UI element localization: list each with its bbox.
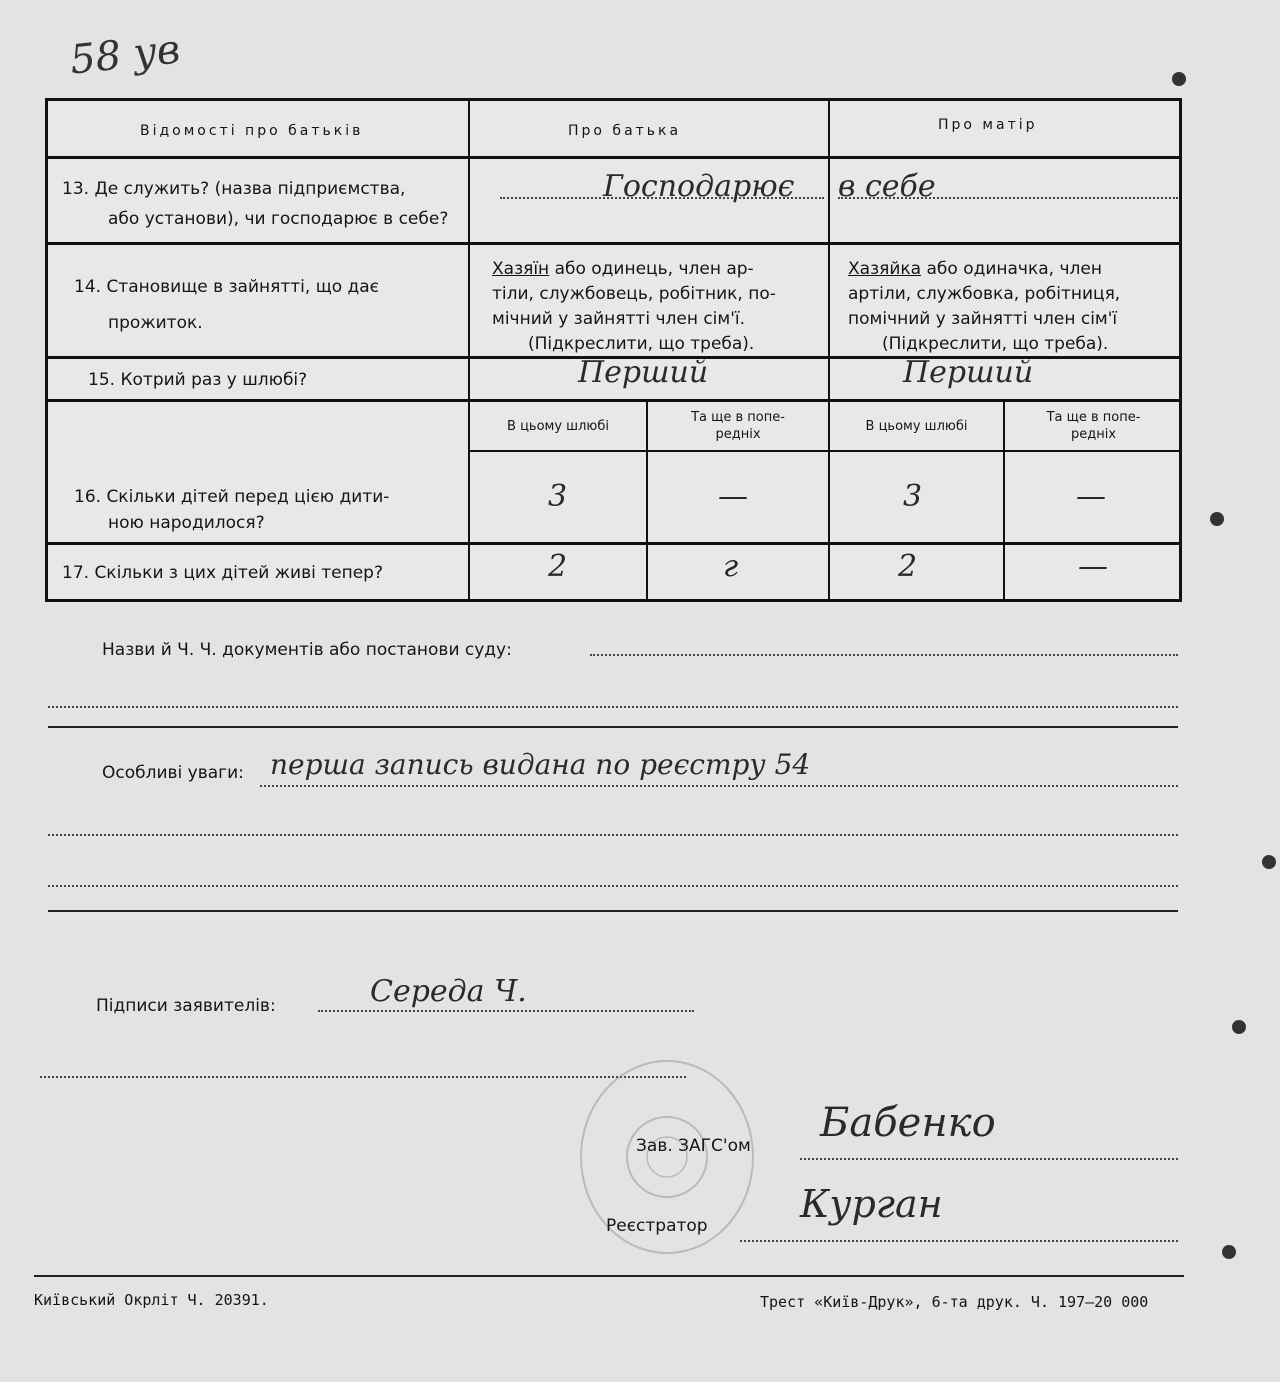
footer-left: Київський Окрліт Ч. 20391. [34, 1291, 269, 1309]
q17-father-this: 2 [548, 549, 568, 584]
q14-father-line3: мічний у зайнятті член сім'ї. [492, 309, 746, 329]
stamp-emblem-icon [607, 1087, 727, 1227]
notes-label: Особливі уваги: [102, 763, 244, 783]
q15-father-value: Перший [578, 355, 709, 390]
punch-hole [1262, 855, 1276, 869]
q14-mother-line3: помічний у зайнятті член сім'ї [848, 309, 1118, 329]
signatures-value: Середа Ч. [370, 974, 527, 1009]
q14-father-options [492, 257, 822, 357]
q16-label-line1: 16. Скільки дітей перед цією дити- [74, 487, 390, 507]
page-number-mark: 58 ув [67, 26, 183, 84]
q14-label-line2: прожиток. [108, 313, 203, 333]
registrar-label: Реєстратор [606, 1216, 708, 1236]
q15-mother-value: Перший [903, 355, 1034, 390]
q14-mother-line1: або одиначка, член [921, 259, 1102, 279]
q13-label-line2: або установи), чи господарює в себе? [108, 209, 449, 229]
subheader-father-this: В цьому шлюбі [507, 419, 609, 434]
subheader-father-previous [648, 409, 828, 443]
q17-label: 17. Скільки з цих дітей живі тепер? [62, 563, 383, 583]
subheader-father-previous-line2: редніх [715, 427, 761, 442]
q14-mother-underlined: Хазяйка [848, 259, 922, 279]
notes-value: перша запись видана по реєстру 54 [270, 748, 811, 781]
documents-label: Назви й Ч. Ч. документів або постанови суду: [102, 640, 512, 660]
subheader-father-previous-line1: Та ще в попе- [691, 410, 785, 425]
header-father: Про батька [568, 123, 682, 139]
subheader-mother-previous-line2: редніх [1070, 427, 1117, 442]
footer-right: Трест «Київ-Друк», 6-та друк. Ч. 197—20 000 [760, 1293, 1149, 1311]
parents-info-table [45, 98, 1182, 602]
subheader-mother-previous [1005, 409, 1182, 443]
registrar-signature: Курган [800, 1182, 943, 1226]
q16-label-line2: ною народилося? [108, 513, 265, 533]
q14-mother-line4: (Підкреслити, що треба). [882, 334, 1109, 354]
q16-mother-this: 3 [903, 479, 923, 514]
q14-mother-line2: артіли, службовка, робітниця, [848, 284, 1121, 304]
zags-label: Зав. ЗАГС'ом [636, 1136, 751, 1156]
q14-father-line4: (Підкреслити, що треба). [528, 334, 755, 354]
q17-mother-prev: — [1078, 549, 1108, 584]
q14-label-line1: 14. Становище в зайнятті, що дає [74, 277, 380, 297]
subheader-mother-this: В цьому шлюбі [865, 419, 968, 434]
header-parents-info: Відомості про батьків [140, 123, 364, 139]
q13-label-line1: 13. Де служить? (назва підприємства, [62, 179, 406, 199]
zags-signature: Бабенко [820, 1100, 996, 1146]
q15-label: 15. Котрий раз у шлюбі? [88, 370, 308, 390]
q16-father-prev: — [718, 479, 748, 514]
punch-hole [1210, 512, 1224, 526]
header-mother: Про матір [938, 117, 1038, 133]
signatures-label: Підписи заявителів: [96, 996, 276, 1016]
q14-father-line2: тіли, службовець, робітник, по- [492, 284, 776, 304]
q14-father-line1: або одинець, член ар- [549, 259, 754, 279]
q16-father-this: 3 [548, 479, 568, 514]
q14-mother-options [848, 257, 1178, 357]
punch-hole [1172, 72, 1186, 86]
q17-father-prev: г [723, 549, 739, 584]
punch-hole [1232, 1020, 1246, 1034]
q13-mother-value: в себе [838, 169, 936, 204]
q16-mother-prev: — [1076, 479, 1106, 514]
punch-hole [1222, 1245, 1236, 1259]
q13-father-value: Господарює [603, 169, 795, 204]
q14-father-underlined: Хазяїн [492, 259, 550, 279]
q17-mother-this: 2 [898, 549, 918, 584]
subheader-mother-previous-line1: Та ще в попе- [1046, 410, 1141, 425]
